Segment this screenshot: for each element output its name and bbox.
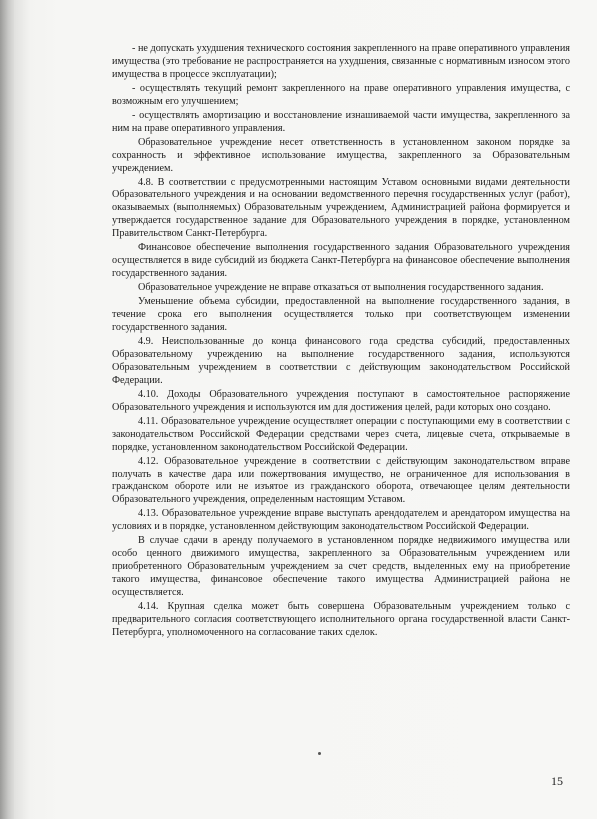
paragraph-4: Образовательное учреждение несет ответственность в установленном законом порядке за сохранность и эффективное использование имущества, закрепленного за Образовательным учреждением. xyxy=(112,136,570,174)
paragraph-2: - осуществлять текущий ремонт закрепленного на праве оперативного управления имущества, с возможным его улучшением; xyxy=(112,82,570,107)
paragraph-3: - осуществлять амортизацию и восстановление изнашиваемой части имущества, закрепленного за ним на праве оперативного управления. xyxy=(112,109,570,134)
paragraph-1: - не допускать ухудшения технического состояния закрепленного на праве оперативного управления имущества (это требование не распространяется на ухудшения, связанные с нормативным износом этого имущества в процессе эксплуатации); xyxy=(112,43,570,80)
scan-speck xyxy=(318,752,321,755)
paragraph-4-11: 4.11. Образовательное учреждение осуществляет операции с поступающими ему в соответствии с законодательством Российской Федерации средствами через счета, лицевые счета, открываемые в порядке, установленном законодательством Российской Федерации. xyxy=(112,415,570,453)
paragraph-8: Уменьшение объема субсидии, предоставленной на выполнение государственного задания, в течение срока его выполнения осуществляется только при соответствующем изменении государственного задания. xyxy=(112,296,570,334)
document-body xyxy=(112,43,570,641)
page-binding-edge xyxy=(0,0,14,819)
paragraph-14: В случае сдачи в аренду получаемого в установленном порядке недвижимого имущества или особо ценного движимого имущества, закрепленного за Образовательным учреждением или приобретенного Образовательным учреждением за счет средств, выделенных ему на приобретение такого имущества, финансовое обеспечение такого имущества Администрацией района не осуществляется. xyxy=(112,535,570,599)
paragraph-4-10: 4.10. Доходы Образовательного учреждения поступают в самостоятельное распоряжение Образовательного учреждения и используются им для достижения целей, ради которых оно создано. xyxy=(112,388,570,413)
paragraph-4-8: 4.8. В соответствии с предусмотренными настоящим Уставом основными видами деятельности Образовательного учреждения и на основании ведомственного перечня государственных услуг (работ), оказываемых (выполняемых) Образовательным учреждением, Администрацией района формируется и утверждается государственное задание для Образовательного учреждения в порядке, установленном Правительством Санкт-Петербурга. xyxy=(112,176,570,240)
paragraph-4-12: 4.12. Образовательное учреждение в соответствии с действующим законодательством вправе получать в качестве дара или пожертвования имущество, не ограниченное для использования в гражданском обороте или не изъятое из гражданского оборота, отвечающее целям деятельности Образовательного учреждения, определенным настоящим Уставом. xyxy=(112,455,570,506)
paragraph-6: Финансовое обеспечение выполнения государственного задания Образовательного учреждения осуществляется в виде субсидий из бюджета Санкт-Петербурга на финансовое обеспечение выполнения государственного задания. xyxy=(112,242,570,280)
paragraph-4-14: 4.14. Крупная сделка может быть совершена Образовательным учреждением только с предварительного согласия соответствующего исполнительного органа государственной власти Санкт-Петербурга, уполномоченного на согласование таких сделок. xyxy=(112,601,570,638)
paragraph-7: Образовательное учреждение не вправе отказаться от выполнения государственного задания. xyxy=(138,282,544,294)
page-number: 15 xyxy=(551,774,563,788)
paragraph-4-13: 4.13. Образовательное учреждение вправе выступать арендодателем и арендатором имущества на условиях и в порядке, установленном действующим законодательством Российской Федерации. xyxy=(112,508,570,533)
paragraph-4-9: 4.9. Неиспользованные до конца финансового года средства субсидий, предоставленных Образовательному учреждению на выполнение государственного задания, используются Образовательным учреждением в соответствии с действующим законодательством Российской Федерации. xyxy=(112,335,570,386)
